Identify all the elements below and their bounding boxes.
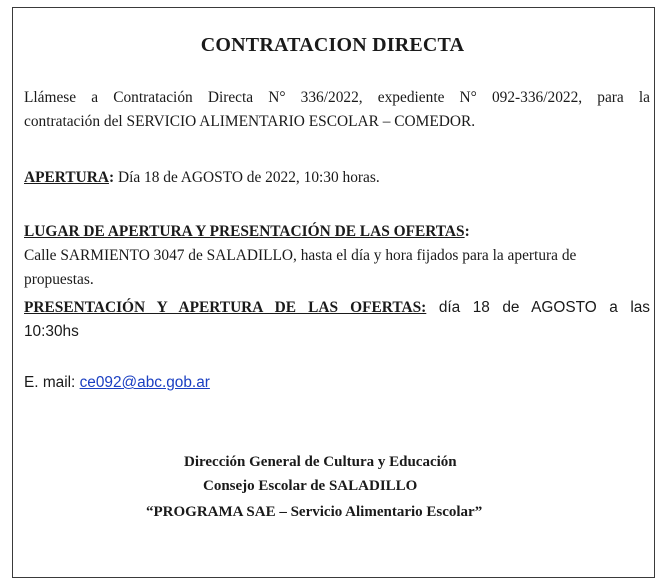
apertura-colon: : [108,169,115,186]
presentacion-value-line-1: día 18 de AGOSTO a las [426,299,650,316]
lugar-label: LUGAR DE APERTURA Y PRESENTACIÓN DE LAS OFERTAS [24,223,465,240]
apertura-section [24,166,650,190]
footer-line-2: Consejo Escolar de SALADILLO [203,478,418,494]
apertura-value: Día 18 de AGOSTO de 2022, 10:30 horas. [114,169,380,186]
footer-line-3: “PROGRAMA SAE – Servicio Alimentario Escolar” [146,504,483,520]
lugar-section [24,220,650,292]
intro-line-2: contratación del SERVICIO ALIMENTARIO ESCOLAR – COMEDOR. [24,113,476,130]
email-section [24,371,650,395]
presentacion-value-line-2: 10:30hs [24,323,79,340]
intro-line-1: Llámese a Contratación Directa N° 336/2022, expediente N° 092-336/2022, para la [24,89,650,106]
email-link[interactable]: ce092@abc.gob.ar [79,374,210,391]
email-label: E. mail: [24,374,80,391]
page-title: CONTRATACION DIRECTA [200,34,465,56]
intro-paragraph [24,86,650,134]
lugar-colon: : [464,223,470,240]
lugar-line-2: propuestas. [24,271,94,288]
lugar-line-1: Calle SARMIENTO 3047 de SALADILLO, hasta el día y hora fijados para la apertura de [24,247,577,264]
apertura-label: APERTURA [24,169,109,186]
footer-line-1: Dirección General de Cultura y Educación [184,454,457,470]
presentacion-label: PRESENTACIÓN Y APERTURA DE LAS OFERTAS: [24,299,427,316]
presentacion-section [24,296,650,344]
